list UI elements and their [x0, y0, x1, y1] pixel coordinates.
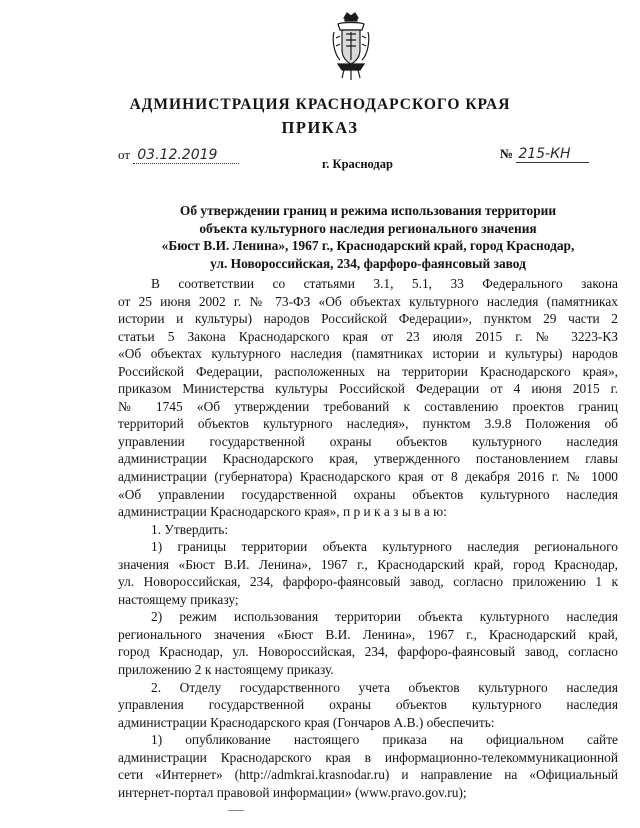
title-line: ул. Новороссийская, 234, фарфоро-фаянсовый завод [210, 255, 526, 271]
body-line: «Об управлении государственной охраны объектов культурного наследия [118, 486, 618, 502]
body-line: В соответствии со статьями 3.1, 5.1, 33 Федерального закона [151, 276, 618, 291]
number-line [500, 146, 589, 163]
body-line: администрации Краснодарского края в информационно-телекоммуникационной [118, 749, 618, 765]
body-line: сети «Интернет» (http://admkrai.krasnodar.ru) и направление на «Официальный [118, 767, 618, 783]
body-line: регионального значения «Бюст В.И. Ленина», 1967 г., Краснодарский край, [118, 626, 618, 642]
body-line: 2) режим использования территории объекта культурного наследия [151, 609, 618, 625]
city-label: г. Краснодар [322, 157, 393, 171]
body-line: 1) границы территории объекта культурного наследия регионального [151, 539, 618, 555]
body-line: администрации Краснодарского края (Гончаров А.В.) обеспечить: [118, 714, 495, 730]
organization-name: АДМИНИСТРАЦИЯ КРАСНОДАРСКОГО КРАЯ [129, 96, 511, 113]
title-line: «Бюст В.И. Ленина», 1967 г., Краснодарский край, город Краснодар, [161, 238, 575, 254]
body-line: 2. Отделу государственного учета объектов культурного наследия [151, 679, 618, 695]
date-prefix: от [118, 147, 131, 162]
body-line: приказом Министерства культуры Российской Федерации от 4 июня 2015 г. [118, 381, 618, 397]
body-line: 1. Утвердить: [151, 521, 229, 537]
number-prefix: № [500, 146, 514, 161]
body-line: интернет-портал правовой информации» (www.pravo.gov.ru); [118, 784, 467, 800]
body-line: 1) опубликование настоящего приказа на официальном сайте [151, 732, 618, 748]
body-line: управлении государственной охраны объектов культурного наследия [118, 433, 618, 449]
title-line: Об утверждении границ и режима использования территории [179, 203, 557, 218]
date-value: 03.12.2019 [137, 147, 218, 163]
body-line: приложению 2 к настоящему приказу. [118, 662, 334, 678]
date-line [118, 147, 239, 164]
page-footer-mark [228, 810, 244, 811]
document-type: ПРИКАЗ [281, 118, 359, 137]
document-body [118, 275, 618, 801]
document-title [118, 202, 618, 272]
body-line: «Об объектах культурного наследия (памятниках истории и культуры) народов [118, 346, 618, 362]
body-line: значения «Бюст В.И. Ленина», 1967 г., Краснодарский край, город Краснодар, [118, 556, 618, 572]
date-field [133, 147, 239, 164]
body-line: № 1745 «Об утверждении требований к составлению проектов границ [118, 398, 618, 414]
body-line: ул. Новороссийская, 234, фарфоро-фаянсовый завод, согласно приложению 1 к [118, 574, 618, 590]
body-line: истории и культуры) народов Российской Федерации», пунктом 29 части 2 [118, 311, 618, 327]
body-line: настоящему приказу; [118, 591, 239, 607]
body-line: город Краснодар, ул. Новороссийская, 234, фарфоро-фаянсовый завод, согласно [118, 644, 618, 660]
title-line: объекта культурного наследия регионального значения [199, 220, 537, 236]
body-line: Российской Федерации, расположенных на территории Краснодарского края», [118, 363, 618, 379]
body-line: от 25 июня 2002 г. № 73-ФЗ «Об объектах культурного наследия (памятниках [118, 293, 618, 309]
body-line: администрации Краснодарского края», п р и к а з ы в а ю: [118, 504, 447, 520]
body-line: территорий объектов культурного наследия», пунктом 3.9.8 Положения об [118, 416, 618, 432]
coat-of-arms-emblem [330, 10, 372, 82]
number-field [516, 146, 588, 163]
body-line: управления государственной охраны объектов культурного наследия [118, 697, 618, 713]
body-line: администрации Краснодарского края, утвержденного постановлением главы [118, 451, 618, 467]
body-line: статьи 5 Закона Краснодарского края от 23 июля 2015 г. № 3223-КЗ [118, 328, 618, 344]
number-value: 215-КН [518, 146, 571, 162]
body-line: администрации (губернатора) Краснодарского края от 8 декабря 2016 г. № 1000 [118, 469, 618, 485]
